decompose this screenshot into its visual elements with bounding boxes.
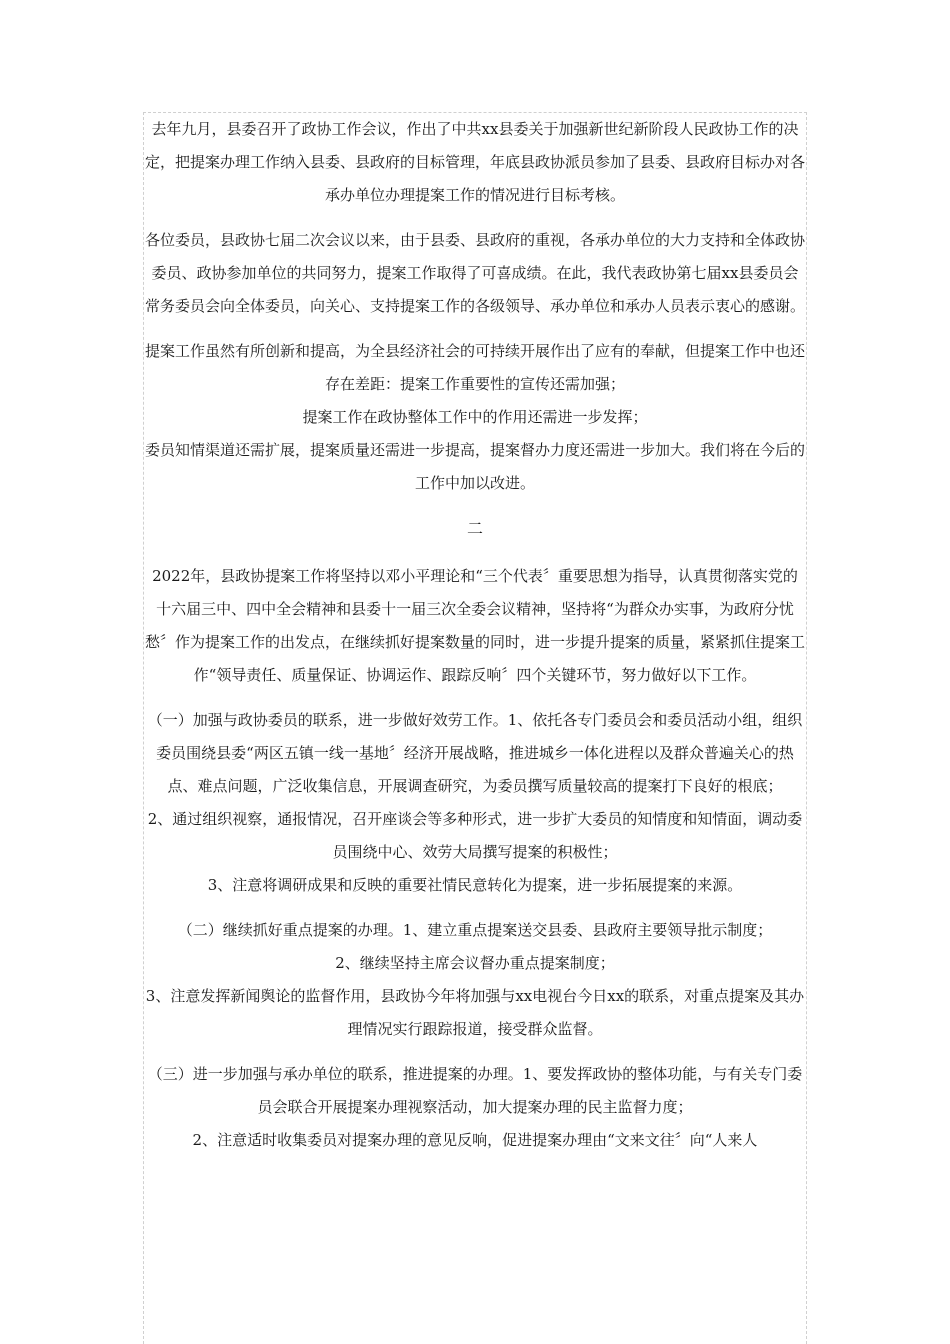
- paragraph: [145, 113, 805, 212]
- paragraph-text: 2、注意适时收集委员对提案办理的意见反响，促进提案办理由“文来文往〞向“人来人: [192, 1131, 758, 1149]
- paragraph-text: （二）继续抓好重点提案的办理。1、建立重点提案送交县委、县政府主要领导批示制度；: [177, 921, 773, 939]
- paragraph: [145, 1058, 805, 1157]
- paragraph-text: 2、通过组织视察，通报情况，召开座谈会等多种形式，进一步扩大委员的知情度和知情面，调动委员围绕中心、效劳大局撰写提案的积极性；: [147, 810, 803, 861]
- paragraph-text: 2、继续坚持主席会议督办重点提案制度；: [335, 954, 615, 972]
- paragraph-text: 提案工作在政协整体工作中的作用还需进一步发挥；: [302, 408, 648, 426]
- paragraph-text: （一）加强与政协委员的联系，进一步做好效劳工作。1、依托各专门委员会和委员活动小组，组织委员围绕县委“两区五镇一线一基地〞经济开展战略，推进城乡一体化进程以及群众普遍关心的热点、难点问题，广泛收集信息，开展调查研究，为委员撰写质量较高的提案打下良好的根底；: [147, 711, 803, 795]
- paragraph: [145, 560, 805, 692]
- paragraph-text: 3、注意发挥新闻舆论的监督作用，县政协今年将加强与xx电视台今日xx的联系，对重点提案及其办理情况实行跟踪报道，接受群众监督。: [145, 987, 805, 1038]
- document-body: [145, 113, 805, 1169]
- paragraph-text: 委员知情渠道还需扩展，提案质量还需进一步提高，提案督办力度还需进一步加大。我们将在今后的工作中加以改进。: [145, 441, 806, 492]
- paragraph: [145, 335, 805, 500]
- paragraph: [145, 704, 805, 902]
- paragraph: [145, 224, 805, 323]
- paragraph-text: 2022年，县政协提案工作将坚持以邓小平理论和“三个代表〞重要思想为指导，认真贯彻落实党的十六届三中、四中全会精神和县委十一届三次全委会议精神，坚持将“为群众办实事，为政府分忧愁〞作为提案工作的出发点，在继续抓好提案数量的同时，进一步提升提案的质量，紧紧抓住提案工作“领导责任、质量保证、协调运作、跟踪反响〞四个关键环节，努力做好以下工作。: [145, 567, 806, 684]
- paragraph-text: 提案工作虽然有所创新和提高，为全县经济社会的可持续开展作出了应有的奉献，但提案工作中也还存在差距：提案工作重要性的宣传还需加强；: [145, 342, 806, 393]
- paragraph-text: 去年九月，县委召开了政协工作会议，作出了中共xx县委关于加强新世纪新阶段人民政协工作的决定，把提案办理工作纳入县委、县政府的目标管理，年底县政协派员参加了县委、县政府目标办对各承办单位办理提案工作的情况进行目标考核。: [145, 120, 806, 204]
- paragraph-text: 3、注意将调研成果和反映的重要社情民意转化为提案，进一步拓展提案的来源。: [207, 876, 743, 894]
- section-heading: 二: [466, 519, 483, 538]
- paragraph-text: 各位委员，县政协七届二次会议以来，由于县委、县政府的重视，各承办单位的大力支持和全体政协委员、政协参加单位的共同努力，提案工作取得了可喜成绩。在此，我代表政协第七届xx县委员会常务委员会向全体委员，向关心、支持提案工作的各级领导、承办单位和承办人员表示衷心的感谢。: [145, 231, 806, 315]
- paragraph-text: （三）进一步加强与承办单位的联系，推进提案的办理。1、要发挥政协的整体功能，与有关专门委员会联合开展提案办理视察活动，加大提案办理的民主监督力度；: [147, 1065, 803, 1116]
- paragraph: [145, 914, 805, 1046]
